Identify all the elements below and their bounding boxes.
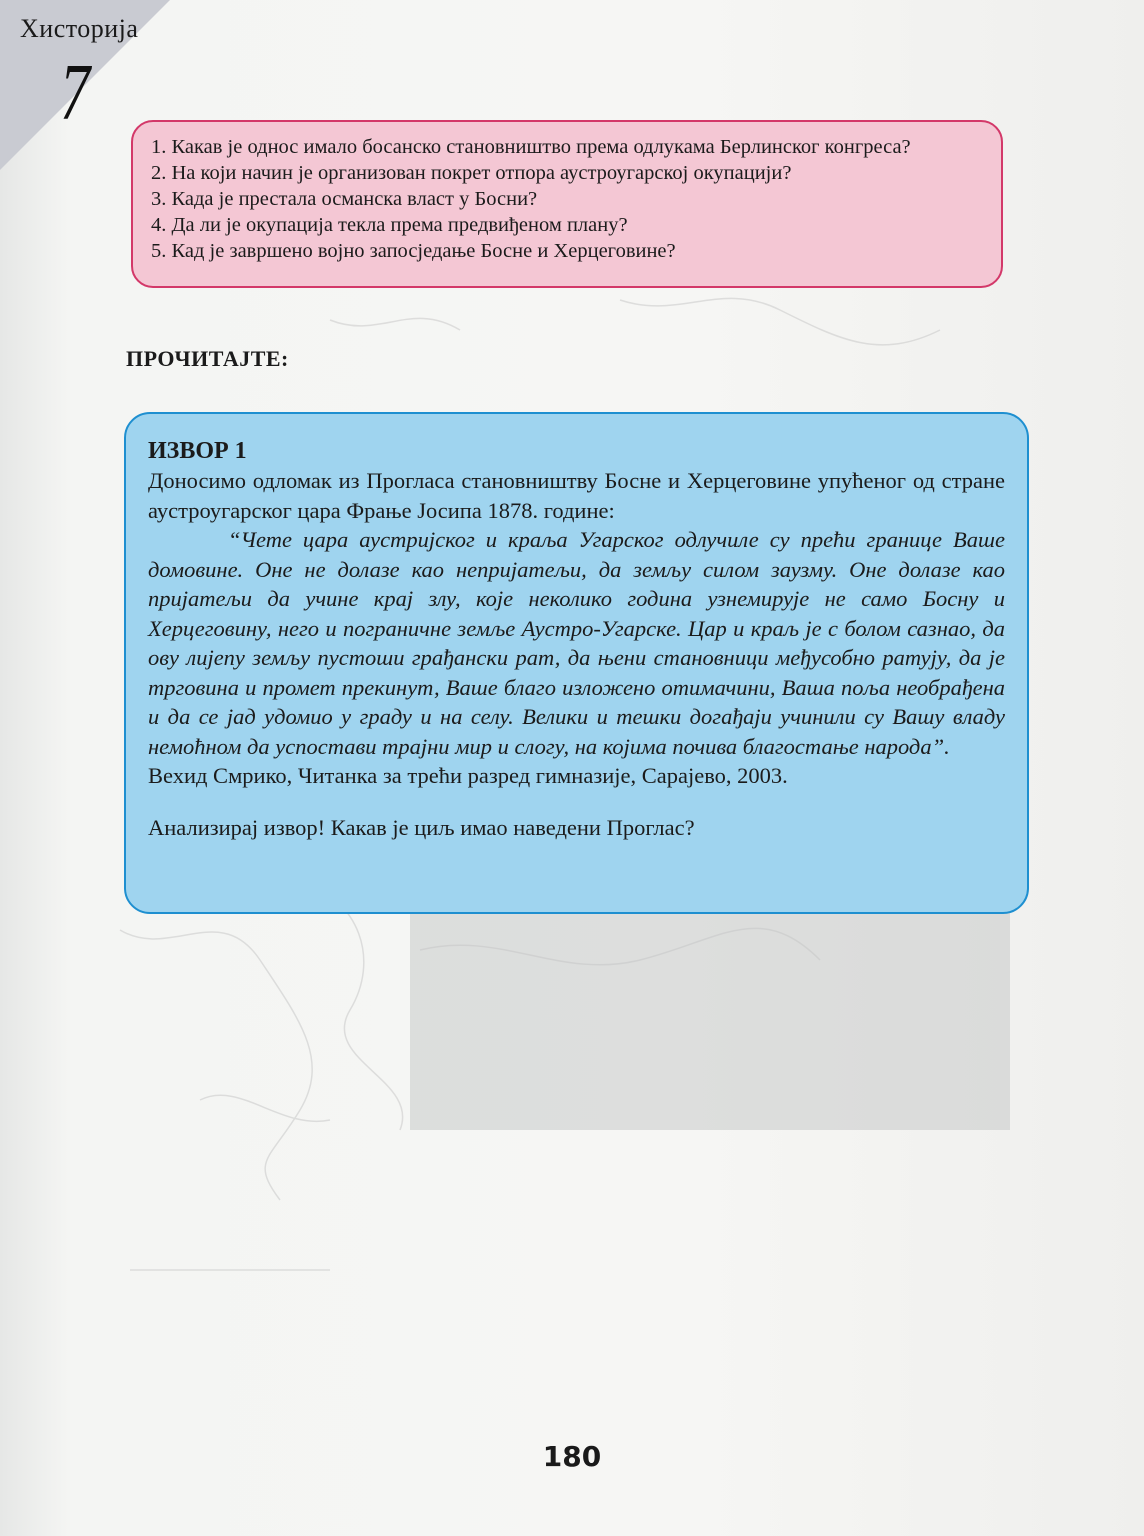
review-questions-box: [131, 120, 1003, 288]
read-heading: ПРОЧИТАЈТЕ:: [126, 346, 289, 371]
questions-list: [151, 134, 983, 264]
source-task: Анализирај извор! Какав је циљ имао наведени Проглас?: [148, 814, 695, 840]
source-title: ИЗВОР 1: [148, 438, 247, 464]
question-item: 4. Да ли је окупација текла према предвиђеном плану?: [151, 214, 628, 236]
subject-label: Хисторија: [20, 14, 139, 43]
question-item: 3. Када је престала османска власт у Босни?: [151, 188, 538, 210]
source-quote: “Чете цара аустријског и краља Угарског одлучиле су прећи границе Ваше домовине. Оне не долазе као непријатељи, да земљу силом заузму. Оне долазе као пријатељи да учине крај злу, које неколико година узнемирује не само Босну и Херцеговину, него и пограничне земље Аустро-Угарске. Цар и краљ је с болом сазнао, да ову лијепу земљу пустоши грађански рат, да њени становници међусобно ратују, да је трговина и промет прекинут, Ваше благо изложено отимачини, Ваша поља необрађена и да се јад удомио у граду и на селу. Велики и тешки догађаји учинили су Вашу владу немоћном да успостави трајни мир и слогу, на којима почива благостање народа”.: [148, 527, 1005, 759]
source-citation: Вехид Смрико, Читанка за трећи разред гимназије, Сарајево, 2003.: [148, 763, 788, 788]
question-item: 1. Какав је однос имало босанско становништво према одлукама Берлинског конгреса?: [151, 136, 911, 158]
question-item: 5. Кад је завршено војно запосједање Босне и Херцеговине?: [151, 240, 676, 262]
source-intro: Доносимо одломак из Прогласа становништву Босне и Херцеговине упућеног од стране аустроугарског цара Фрање Јосипа 1878. године:: [148, 468, 1005, 523]
source-box: [124, 412, 1029, 914]
grade-number: 7: [60, 49, 90, 137]
page-number: 180: [542, 1440, 602, 1473]
question-item: 2. На који начин је организован покрет отпора аустроугарској окупацији?: [151, 162, 792, 184]
